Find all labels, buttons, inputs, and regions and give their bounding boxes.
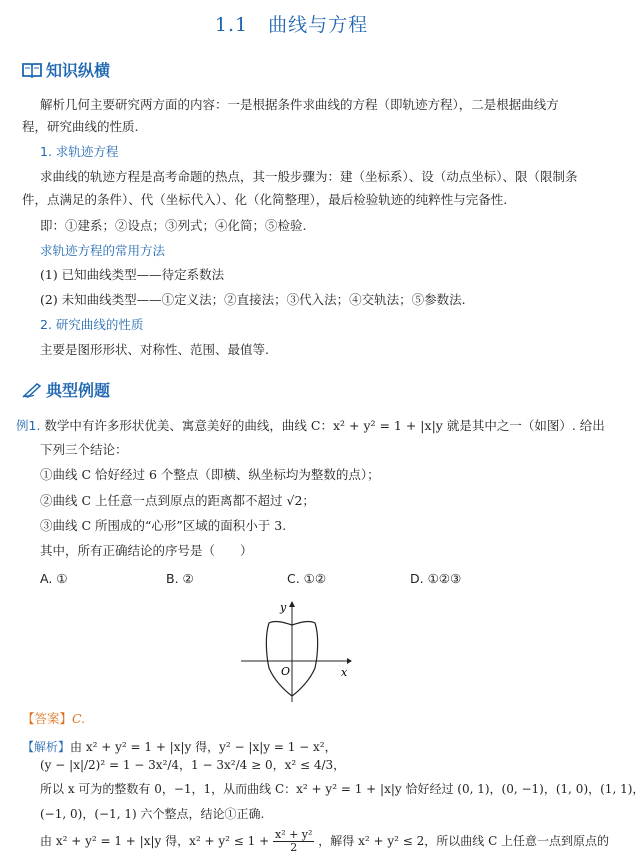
- answer-line: [22, 710, 85, 728]
- solution-text: ，解得 x² + y² ≤ 2，所以曲线 C 上任意一点到原点的: [318, 834, 610, 848]
- solution-line: 所以 x 可为的整数有 0，−1，1，从而曲线 C：x² + y² = 1 + |x|y 恰好经过 (0, 1)，(0, −1)，(1, 0)，(1, 1)，: [40, 782, 644, 796]
- example-line: [16, 417, 605, 435]
- section-heading-label: 典型例题: [46, 381, 111, 400]
- x-axis-label: x: [341, 666, 348, 679]
- paragraph: 解析几何主要研究两方面的内容：一是根据条件求曲线的方程（即轨迹方程），二是根据曲线方: [40, 97, 559, 112]
- solution-text: 由 x² + y² = 1 + |x|y 得，x² + y² ≤ 1 +: [40, 834, 270, 848]
- answer-value: C.: [72, 711, 86, 726]
- solution-line: [22, 738, 337, 756]
- y-axis-arrow: [289, 601, 295, 607]
- solution-line: [40, 829, 609, 854]
- subheading: 2. 研究曲线的性质: [40, 317, 144, 332]
- solution-text: 由 x² + y² = 1 + |x|y 得，y² − |x|y = 1 − x²，: [70, 740, 337, 754]
- y-axis-label: y: [280, 601, 287, 614]
- heart-curve-figure: [235, 598, 365, 706]
- paragraph: 即：①建系；②设点；③列式；④化简；⑤检验.: [40, 218, 307, 233]
- paragraph: 程，研究曲线的性质.: [22, 119, 139, 134]
- answer-tag: 【答案】: [22, 711, 73, 726]
- paragraph: 件，点满足的条件）、代（坐标代入）、化（化简整理），最后检验轨迹的纯粹性与完备性.: [22, 192, 508, 207]
- origin-label: O: [281, 665, 291, 678]
- option-d: D. ①②③: [410, 571, 462, 586]
- conclusion-3: ③曲线 C 所围成的“心形”区域的面积小于 3.: [40, 518, 287, 533]
- option-a: A. ①: [40, 571, 68, 586]
- fraction-numerator: x² + y²: [274, 828, 313, 841]
- option-b: B. ②: [166, 571, 194, 586]
- paragraph: 主要是图形形状、对称性、范围、最值等.: [40, 342, 269, 357]
- solution-line: (−1, 0)，(−1, 1) 六个整点，结论①正确.: [40, 807, 265, 821]
- solution-line: (y − |x|/2)² = 1 − 3x²/4，1 − 3x²/4 ≥ 0，x² ≤ 4/3，: [40, 758, 346, 772]
- paragraph: (1) 已知曲线类型——待定系数法: [40, 267, 225, 282]
- section-heading-knowledge: [22, 58, 110, 81]
- example-label: 例1.: [16, 418, 41, 433]
- option-c: C. ①②: [287, 571, 327, 586]
- book-icon: [22, 62, 42, 78]
- solution-tag: 【解析】: [22, 740, 71, 754]
- fraction: [273, 829, 314, 854]
- section-heading-examples: [22, 378, 110, 401]
- pen-icon: [22, 382, 42, 398]
- page-title: 1.1 曲线与方程: [214, 14, 369, 36]
- subheading: 求轨迹方程的常用方法: [40, 243, 166, 258]
- subheading: 1. 求轨迹方程: [40, 144, 119, 159]
- fraction-denominator: 2: [290, 841, 298, 854]
- example-line: 下列三个结论：: [40, 442, 128, 457]
- conclusion-1: ①曲线 C 恰好经过 6 个整点（即横、纵坐标均为整数的点）；: [40, 467, 380, 482]
- x-axis-arrow: [347, 658, 352, 664]
- paragraph: 求曲线的轨迹方程是高考命题的热点，其一般步骤为：建（坐标系）、设（动点坐标）、限（限制条: [40, 169, 578, 184]
- conclusion-2: ②曲线 C 上任意一点到原点的距离都不超过 √2；: [40, 493, 315, 508]
- question-prompt: 其中，所有正确结论的序号是（ ）: [40, 543, 253, 558]
- paragraph: (2) 未知曲线类型——①定义法；②直接法；③代入法；④交轨法；⑤参数法.: [40, 292, 466, 307]
- section-heading-label: 知识纵横: [46, 61, 111, 80]
- example-text: 数学中有许多形状优美、寓意美好的曲线，曲线 C：x² + y² = 1 + |x|y 就是其中之一（如图）. 给出: [44, 418, 605, 433]
